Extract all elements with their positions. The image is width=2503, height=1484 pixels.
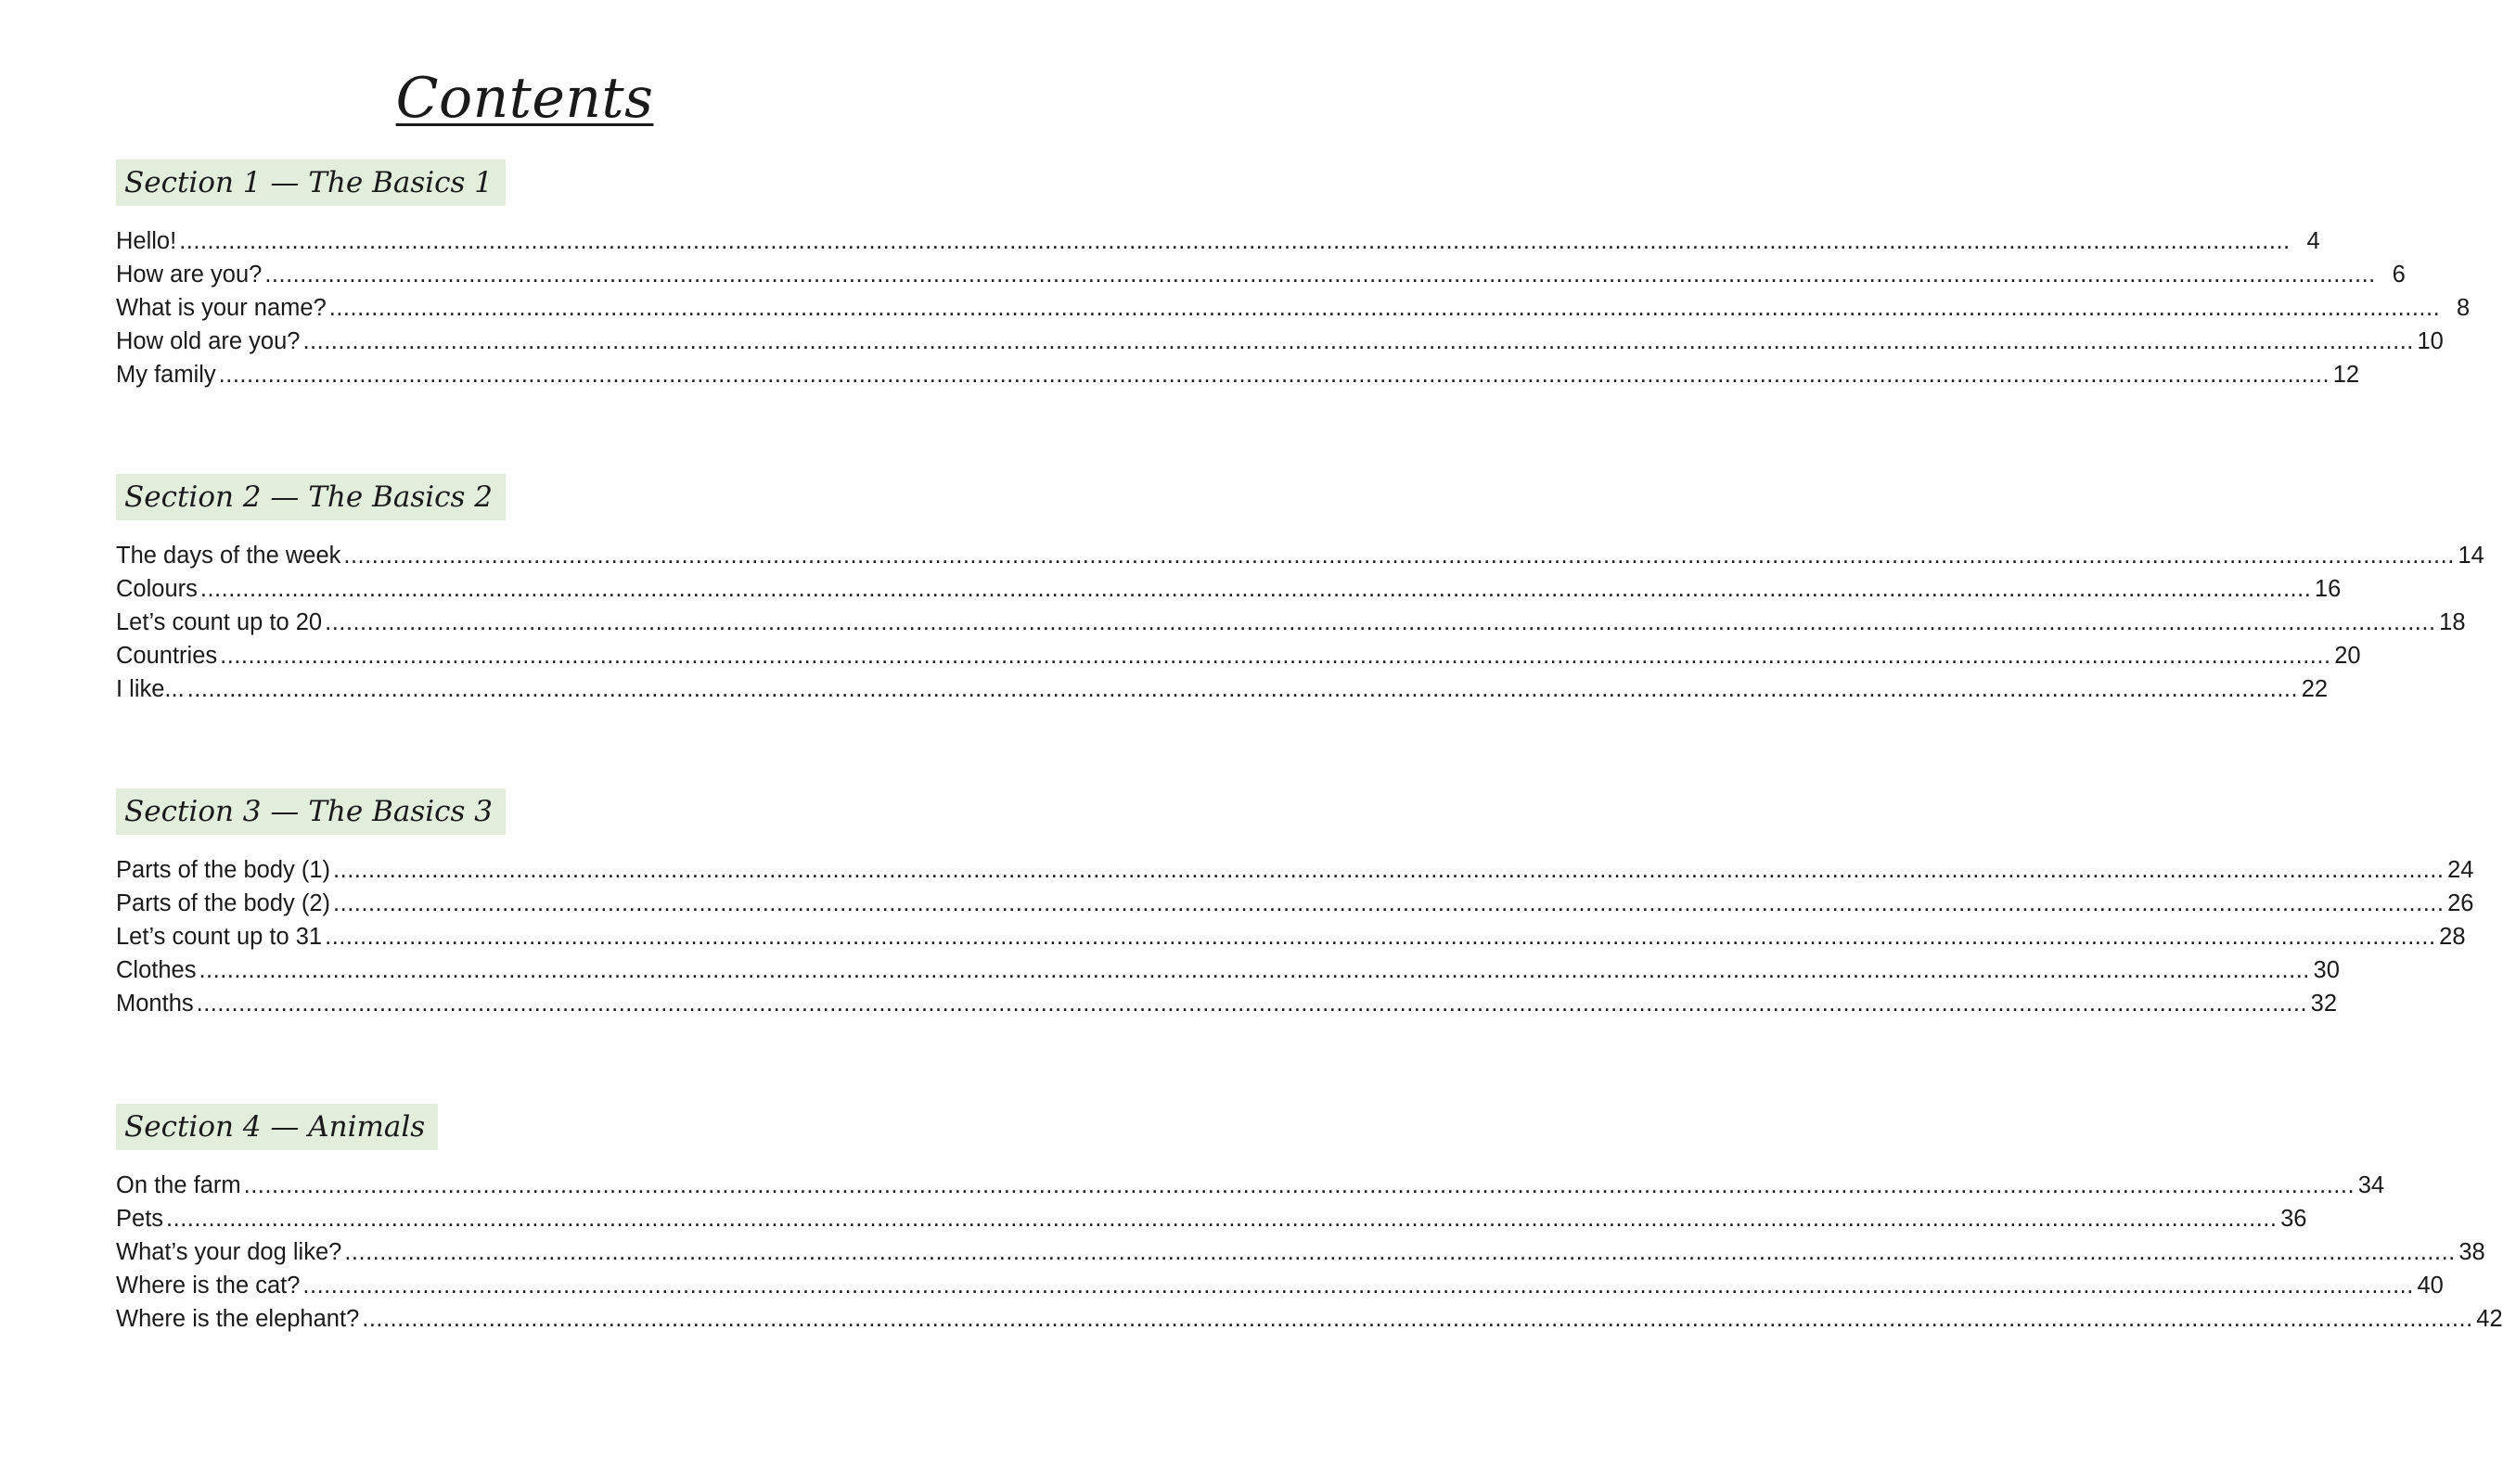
toc-entry[interactable] [116, 953, 2340, 987]
dot-leader: ............................................................................................................................................................................................................................................................................................................ [325, 609, 2436, 635]
toc-entry-page: 42 [2476, 1306, 2503, 1332]
dot-leader: ............................................................................................................................................................................................................................................................................................................ [343, 543, 2455, 569]
toc-entry-title: How are you? [116, 262, 263, 288]
toc-entry-page: 20 [2334, 643, 2361, 669]
toc-entry-page: 4 [2306, 228, 2320, 254]
toc-entry-page: 24 [2447, 857, 2474, 883]
toc-entry[interactable] [116, 291, 2471, 325]
dot-leader: ............................................................................................................................................................................................................................................................................................................ [333, 857, 2445, 883]
dot-leader: ............................................................................................................................................................................................................................................................................................................ [302, 328, 2414, 354]
page-title-text: Contents [395, 66, 654, 131]
section-3 [116, 788, 2474, 1020]
toc-entry-title: Let’s count up to 31 [116, 924, 323, 950]
toc-list [116, 853, 2474, 1020]
dot-leader: ............................................................................................................................................................................................................................................................................................................ [243, 1172, 2355, 1198]
toc-entry-page: 18 [2439, 609, 2466, 635]
section-heading: Section 2 — The Basics 2 [116, 474, 506, 520]
section-heading: Section 1 — The Basics 1 [116, 160, 506, 206]
dot-leader: ............................................................................................................................................................................................................................................................................................................ [186, 676, 2299, 702]
section-1 [116, 160, 2471, 391]
toc-entry-title: How old are you? [116, 328, 301, 354]
toc-entry-page: 12 [2332, 362, 2360, 388]
toc-entry-page: 30 [2313, 957, 2340, 983]
toc-entry-page: 8 [2457, 295, 2471, 321]
dot-leader: ............................................................................................................................................................................................................................................................................................................ [196, 991, 2308, 1017]
dot-leader: ............................................................................................................................................................................................................................................................................................................ [302, 1273, 2414, 1298]
dot-leader: ............................................................................................................................................................................................................................................................................................................ [344, 1239, 2456, 1265]
toc-entry[interactable] [116, 1169, 2385, 1202]
toc-entry-title: Colours [116, 576, 198, 602]
toc-entry[interactable] [116, 920, 2466, 953]
page-title [0, 61, 1049, 135]
toc-entry[interactable] [116, 853, 2474, 887]
toc-entry[interactable] [116, 639, 2361, 672]
dot-leader: ............................................................................................................................................................................................................................................................................................................ [325, 924, 2436, 950]
section-heading: Section 4 — Animals [116, 1104, 438, 1150]
dot-leader: ............................................................................................................................................................................................................................................................................................................ [333, 890, 2445, 916]
toc-entry[interactable] [116, 987, 2338, 1020]
toc-entry-title: Where is the cat? [116, 1273, 301, 1298]
dot-leader: ............................................................................................................................................................................................................................................................................................................ [220, 643, 2331, 669]
toc-entry-page: 38 [2458, 1239, 2485, 1265]
toc-entry-page: 26 [2447, 890, 2474, 916]
toc-entry-title: My family [116, 362, 216, 388]
toc-entry[interactable] [116, 1269, 2444, 1302]
toc-entry[interactable] [116, 887, 2474, 920]
toc-entry-title: Pets [116, 1206, 164, 1232]
toc-entry-title: What’s your dog like? [116, 1239, 342, 1265]
toc-entry[interactable] [116, 572, 2342, 606]
toc-entry-title: I like... [116, 676, 185, 702]
toc-entry-title: Parts of the body (1) [116, 857, 331, 883]
toc-list [116, 1169, 2503, 1336]
toc-entry-page: 10 [2417, 328, 2444, 354]
toc-entry-page: 32 [2310, 991, 2338, 1017]
toc-entry-title: Parts of the body (2) [116, 890, 331, 916]
toc-entry-title: What is your name? [116, 295, 327, 321]
toc-entry-page: 36 [2280, 1206, 2307, 1232]
toc-entry-title: Where is the elephant? [116, 1306, 360, 1332]
toc-entry[interactable] [116, 606, 2466, 639]
dot-leader: ............................................................................................................................................................................................................................................................................................................ [328, 295, 2441, 321]
toc-entry-page: 40 [2417, 1273, 2444, 1298]
toc-entry-page: 22 [2301, 676, 2329, 702]
toc-entry-title: Clothes [116, 957, 197, 983]
section-4 [116, 1104, 2503, 1336]
toc-entry-title: Let’s count up to 20 [116, 609, 323, 635]
dot-leader: ............................................................................................................................................................................................................................................................................................................ [179, 228, 2291, 254]
toc-entry-title: Months [116, 991, 194, 1017]
toc-entry[interactable] [116, 539, 2484, 572]
toc-list [116, 539, 2484, 706]
toc-entry[interactable] [116, 1202, 2307, 1235]
dot-leader: ............................................................................................................................................................................................................................................................................................................ [218, 362, 2330, 388]
toc-entry-title: Countries [116, 643, 218, 669]
toc-entry-page: 16 [2314, 576, 2342, 602]
dot-leader: ............................................................................................................................................................................................................................................................................................................ [199, 957, 2310, 983]
dot-leader: ............................................................................................................................................................................................................................................................................................................ [264, 262, 2376, 288]
toc-entry-page: 14 [2458, 543, 2484, 569]
toc-entry-page: 34 [2357, 1172, 2385, 1198]
section-2 [116, 474, 2484, 706]
toc-entry-page: 6 [2392, 262, 2406, 288]
toc-entry[interactable] [116, 258, 2406, 291]
toc-entry-page: 28 [2439, 924, 2466, 950]
toc-entry-title: Hello! [116, 228, 177, 254]
dot-leader: ............................................................................................................................................................................................................................................................................................................ [362, 1306, 2473, 1332]
section-heading: Section 3 — The Basics 3 [116, 788, 506, 835]
toc-entry[interactable] [116, 672, 2329, 706]
dot-leader: ............................................................................................................................................................................................................................................................................................................ [199, 576, 2312, 602]
toc-entry[interactable] [116, 325, 2444, 358]
toc-entry[interactable] [116, 358, 2360, 391]
toc-entry[interactable] [116, 1235, 2485, 1269]
toc-list [116, 224, 2471, 391]
toc-entry-title: The days of the week [116, 543, 341, 569]
dot-leader: ............................................................................................................................................................................................................................................................................................................ [166, 1206, 2278, 1232]
toc-entry[interactable] [116, 1302, 2503, 1336]
toc-entry-title: On the farm [116, 1172, 241, 1198]
toc-entry[interactable] [116, 224, 2320, 258]
